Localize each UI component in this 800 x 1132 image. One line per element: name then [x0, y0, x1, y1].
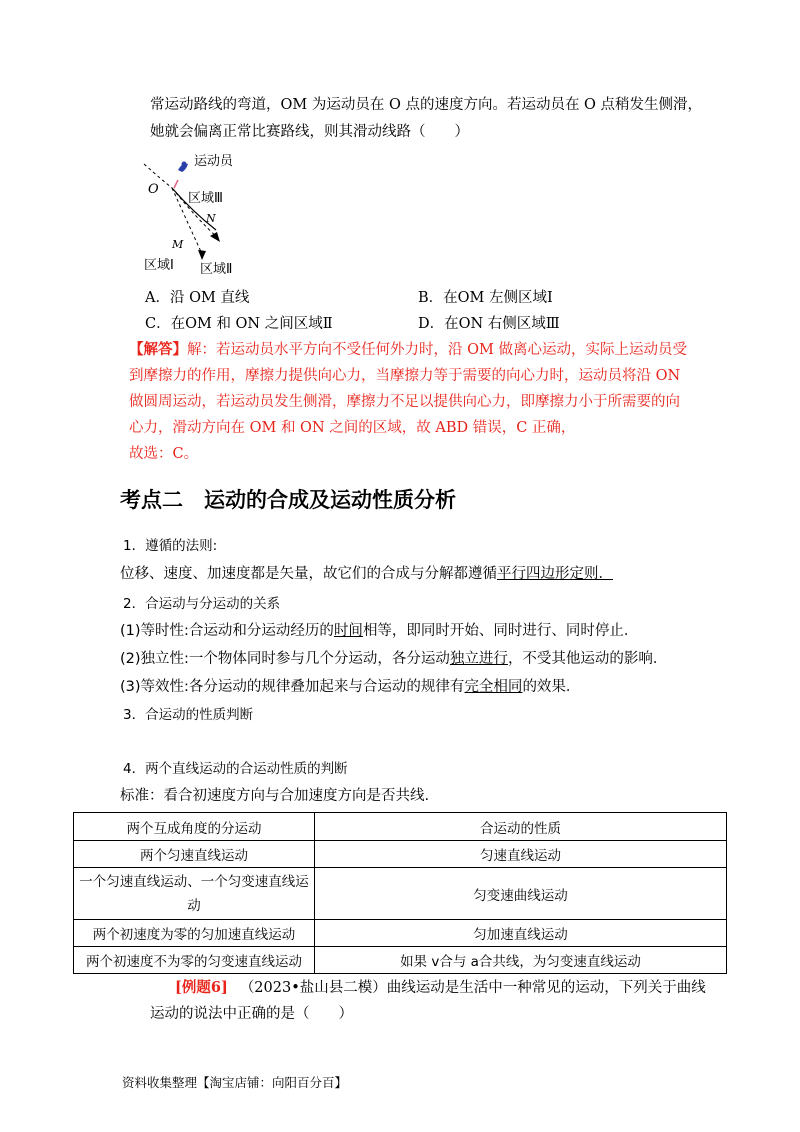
motion-table: [73, 812, 727, 974]
rule-3-title: 3．合运动的性质判断: [123, 707, 254, 723]
option-b: B．在OM 左侧区域Ⅰ: [418, 290, 553, 306]
example-line-2: 运动的说法中正确的是（ ）: [150, 1006, 353, 1022]
rule-1-title: 1．遵循的法则:: [123, 538, 218, 554]
table-cell: 两个初速度不为零的匀变速直线运动: [74, 947, 315, 974]
table-cell: 匀变速曲线运动: [315, 868, 727, 920]
option-d: D．在ON 右侧区域Ⅲ: [418, 316, 560, 332]
rule-2-p3-b: 完全相同: [464, 679, 523, 695]
arrow-n: [210, 232, 220, 242]
answer-line-3: 做圆周运动，若运动员发生侧滑，摩擦力不足以提供向心力，即摩擦力小于所需要的向: [129, 394, 680, 410]
table-row: [74, 841, 727, 868]
answer-line-4: 心力，滑动方向在 OM 和 ON 之间的区域，故 ABD 错误，C 正确，: [129, 420, 576, 436]
answer-line-5: 故选：C。: [129, 446, 199, 462]
rule-4-standard: 标准：看合初速度方向与合加速度方向是否共线.: [120, 788, 430, 804]
option-a: A．沿 OM 直线: [145, 290, 250, 306]
label-point-n: N: [206, 212, 216, 225]
rule-2-p3-a: (3)等效性:各分运动的规律叠加起来与合运动的规律有: [120, 679, 465, 695]
rule-1-text: [120, 563, 613, 585]
section-title: 考点二 运动的合成及运动性质分析: [120, 488, 456, 512]
table-header-row: [74, 813, 727, 841]
label-athlete: 运动员: [194, 154, 234, 169]
table-header-right: 合运动的性质: [315, 813, 727, 841]
problem-text-line-2: 她就会偏离正常比赛路线，则其滑动线路（ ）: [150, 124, 469, 140]
athlete-head-icon: [182, 162, 187, 167]
table-cell: 一个匀速直线运动、一个匀变速直线运动: [74, 868, 315, 920]
rule-2-p2-b: 独立进行: [449, 651, 508, 667]
table-row: [74, 868, 727, 920]
rule-2-p2: [120, 648, 667, 670]
rule-2-p3-c: 的效果．: [522, 679, 581, 695]
label-point-m: M: [172, 238, 184, 251]
rule-2-p1-a: (1)等时性:合运动和分运动经历的: [120, 623, 334, 639]
athlete-skate-icon: [174, 180, 178, 188]
example-tag: [例题6]: [175, 979, 228, 996]
example-text-1: （2023•盐山县二模）曲线运动是生活中一种常见的运动，下列关于曲线: [239, 980, 706, 996]
rule-2-p2-a: (2)独立性:一个物体同时参与几个分运动，各分运动: [120, 651, 450, 667]
rule-2-p1-b: 时间: [333, 623, 363, 639]
rule-2-p3: [120, 676, 580, 698]
table-header-left: 两个互成角度的分运动: [74, 813, 315, 841]
table-cell: 匀速直线运动: [315, 841, 727, 868]
label-region-2: 区域Ⅱ: [200, 262, 233, 277]
label-region-1: 区域Ⅰ: [144, 258, 174, 273]
rule-2-title: 2．合运动与分运动的关系: [123, 596, 281, 612]
answer-tag: 【解答】: [129, 341, 187, 358]
rule-2-p1: [120, 620, 638, 642]
rule-1-text-a: 位移、速度、加速度都是矢量，故它们的合成与分解都遵循: [120, 566, 497, 582]
table-row: [74, 947, 727, 974]
answer-text-1: 解：若运动员水平方向不受任何外力时，沿 OM 做离心运动，实际上运动员受: [187, 342, 687, 358]
table-row: [74, 920, 727, 947]
table-cell: 如果 v合与 a合共线，为匀变速直线运动: [315, 947, 727, 974]
rule-2-p1-c: 相等，即同时开始、同时进行、同时停止．: [362, 623, 639, 639]
problem-text-line-1: 常运动路线的弯道，OM 为运动员在 O 点的速度方向。若运动员在 O 点稍发生侧滑，: [150, 97, 703, 113]
skating-figure: [138, 150, 258, 280]
table-cell: 匀加速直线运动: [315, 920, 727, 947]
table-cell: 两个匀速直线运动: [74, 841, 315, 868]
footer-text: 资料收集整理【淘宝店铺：向阳百分百】: [122, 1075, 348, 1090]
rule-1-text-b: 平行四边形定则．: [497, 566, 613, 582]
answer-line-2: 到摩擦力的作用，摩擦力提供向心力，当摩擦力等于需要的向心力时，运动员将沿 ON: [129, 368, 681, 384]
table-cell: 两个初速度为零的匀加速直线运动: [74, 920, 315, 947]
label-region-3: 区域Ⅲ: [188, 191, 223, 206]
rule-2-p2-c: ，不受其他运动的影响．: [507, 651, 668, 667]
answer-line-1: [129, 339, 687, 361]
example-line-1: [175, 977, 706, 999]
rule-4-title: 4．两个直线运动的合运动性质的判断: [123, 761, 348, 777]
option-c: C．在OM 和 ON 之间区域Ⅱ: [145, 316, 333, 332]
label-point-o: O: [148, 182, 159, 197]
